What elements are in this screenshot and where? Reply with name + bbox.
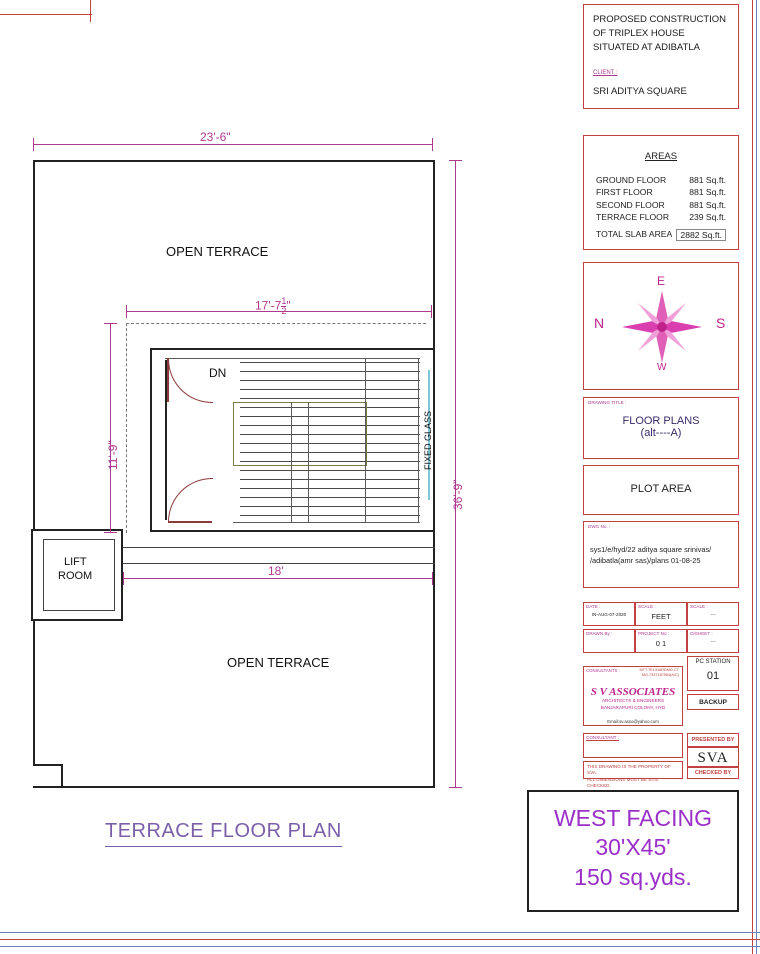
dim-tick-right-bottom bbox=[449, 787, 462, 788]
consultants-panel bbox=[583, 666, 683, 726]
dim-tick-bottom-left bbox=[123, 572, 124, 585]
dim-tick-left-bottom bbox=[104, 532, 117, 533]
sheet-border-bottom-blue-2 bbox=[0, 946, 760, 947]
drawing-title-line-1: FLOOR PLANS bbox=[622, 415, 700, 427]
copyright-warning-panel bbox=[583, 761, 683, 789]
dim-bottom-inner: 18' bbox=[268, 564, 284, 578]
cell-project-no bbox=[635, 629, 687, 653]
stair-bottom-edge bbox=[233, 522, 420, 523]
slab-edge-top bbox=[123, 547, 435, 548]
dim-inner-width-value: 17'-7 bbox=[255, 298, 282, 313]
stair-stringer-2 bbox=[308, 402, 309, 522]
dwg-no-label: DWG No. : bbox=[588, 524, 611, 529]
backup-label: BACKUP bbox=[699, 699, 727, 706]
wall-outer-right bbox=[433, 160, 435, 788]
area-row bbox=[596, 186, 726, 198]
wall-lift-bottom bbox=[31, 619, 123, 621]
area-name: GROUND FLOOR bbox=[596, 175, 667, 185]
consultants-firm-sub-2: BANJARAPURI COLONY, HYD bbox=[600, 704, 666, 710]
title-header-panel bbox=[583, 4, 739, 109]
drawing-title-line-2: (alt----A) bbox=[640, 427, 682, 439]
dim-inner-frac-den: 2 bbox=[281, 306, 287, 316]
header-line-3: SITUATED AT ADIBATLA bbox=[593, 41, 700, 53]
compass-east-label: S bbox=[716, 315, 726, 331]
cell-scale-2-value: --- bbox=[710, 612, 716, 617]
cell-scale-2-label: SCALE : bbox=[690, 604, 708, 609]
area-name: FIRST FLOOR bbox=[596, 187, 653, 198]
west-facing-line-2: 30'X45' bbox=[595, 834, 671, 861]
client-name: SRI ADITYA SQUARE bbox=[593, 86, 687, 98]
cell-project-no-label: PROJECT No : bbox=[638, 631, 670, 636]
wall-bottom-step-h bbox=[33, 764, 63, 766]
area-value: 881 Sq.ft. bbox=[689, 175, 726, 185]
west-facing-line-3: 150 sq.yds. bbox=[574, 863, 692, 890]
consultants-firm-sub-1: ARCHITECTS & ENGINEERS bbox=[601, 698, 665, 703]
compass-panel bbox=[583, 262, 739, 390]
sva-mark: SVA bbox=[697, 750, 729, 766]
wall-outer-left-lower bbox=[33, 621, 35, 766]
checked-by-cell bbox=[687, 767, 739, 779]
dim-inner-width bbox=[255, 297, 291, 316]
pc-station-value: 01 bbox=[706, 670, 720, 682]
total-slab-row bbox=[596, 229, 726, 241]
presented-by-cell bbox=[687, 733, 739, 747]
header-line-2: OF TRIPLEX HOUSE bbox=[593, 27, 685, 39]
consultants-email: Email:sv.asso@yahoo.com bbox=[607, 718, 659, 724]
cell-date-value: IN-AUG-07-2020 bbox=[591, 612, 627, 617]
dim-line-right-height bbox=[455, 160, 456, 788]
wall-lift-left bbox=[31, 529, 33, 621]
checked-by-label: CHECKED BY bbox=[694, 770, 732, 776]
dim-right-height: 36'-9" bbox=[451, 479, 465, 510]
stair-wall-right-inner bbox=[418, 358, 419, 522]
dim-line-bottom-inner bbox=[123, 578, 433, 579]
dim-tick-left-top bbox=[104, 323, 117, 324]
sheet-border-bottom-blue-1 bbox=[0, 932, 760, 933]
dim-line-left-height bbox=[110, 323, 111, 533]
dashed-boundary-left bbox=[126, 323, 127, 533]
dwg-path-line-1: sys1/e/hyd/22 aditya square srinivas/ bbox=[590, 545, 712, 554]
cell-scale-2 bbox=[687, 602, 739, 626]
area-value: 881 Sq.ft. bbox=[689, 199, 726, 210]
cell-date-label: DATE : bbox=[586, 604, 601, 609]
header-line-1: PROPOSED CONSTRUCTION bbox=[593, 14, 727, 25]
wall-core-left bbox=[150, 348, 152, 532]
compass-south-label: W bbox=[657, 362, 667, 373]
dn-label: DN bbox=[209, 366, 227, 380]
sheet-border-right-red bbox=[752, 0, 753, 954]
wall-outer-left-upper bbox=[33, 160, 35, 530]
dim-tick-bottom-right bbox=[432, 572, 433, 585]
consultant-panel bbox=[583, 733, 683, 758]
dim-tick-inner-left bbox=[126, 305, 127, 318]
cell-sheet-label: O/SHEET : bbox=[690, 631, 713, 636]
wall-lift-top bbox=[43, 529, 123, 531]
cell-drawn-by bbox=[583, 629, 635, 653]
cell-date bbox=[583, 602, 635, 626]
plot-area-text: PLOT AREA bbox=[630, 483, 692, 495]
dim-top-width: 23'-6" bbox=[200, 130, 231, 144]
plot-area-panel bbox=[583, 465, 739, 515]
door-swing-bottom bbox=[168, 478, 213, 523]
wall-bottom-step-v bbox=[61, 764, 63, 788]
dim-inner-frac-num: 1 bbox=[281, 296, 287, 306]
dim-tick-inner-right bbox=[431, 305, 432, 318]
area-name: TERRACE FLOOR bbox=[596, 212, 670, 223]
consultants-contact-2: MO.7337187554(A/C) bbox=[641, 672, 679, 677]
sheet-border-bottom-red bbox=[0, 939, 760, 940]
area-value: 881 Sq.ft. bbox=[689, 187, 726, 198]
presented-by-label: PRESENTED BY bbox=[691, 737, 735, 743]
cell-scale-feet bbox=[635, 602, 687, 626]
consultants-firm-name: S V ASSOCIATES bbox=[590, 686, 676, 698]
plan-title: TERRACE FLOOR PLAN bbox=[105, 820, 342, 847]
cell-project-no-value: 0 1 bbox=[655, 639, 667, 648]
pc-station-cell bbox=[687, 656, 739, 691]
dwg-no-panel bbox=[583, 521, 739, 588]
dim-inner-width-unit: " bbox=[286, 298, 291, 313]
consultants-contact-1: MTT.TEL/HARDMO CT bbox=[639, 668, 679, 672]
dim-tick-top-left bbox=[33, 138, 34, 151]
consultants-label: CONSULTANTS : bbox=[586, 668, 620, 673]
areas-title: AREAS bbox=[644, 151, 678, 162]
area-row bbox=[596, 174, 726, 186]
areas-panel bbox=[583, 135, 739, 250]
wall-core-bottom bbox=[150, 530, 435, 532]
open-terrace-bottom-label: OPEN TERRACE bbox=[227, 655, 330, 670]
cell-scale-feet-label: SCALE : bbox=[638, 604, 656, 609]
wall-bottom-main bbox=[61, 786, 435, 788]
open-terrace-top-label: OPEN TERRACE bbox=[166, 244, 269, 259]
dim-tick-top-right bbox=[432, 138, 433, 151]
sheet-border-right-blue bbox=[756, 0, 757, 954]
consultant-label: CONSULTANT : bbox=[586, 735, 619, 740]
stair-landing bbox=[233, 402, 367, 466]
wall-core-top bbox=[150, 348, 435, 350]
dwg-path-line-2: /adibatla(amr sas)/plans 01-08-25 bbox=[590, 556, 701, 566]
compass-west-label: N bbox=[594, 315, 605, 331]
compass-rose-icon bbox=[584, 263, 740, 391]
backup-cell bbox=[687, 694, 739, 710]
dashed-boundary-top bbox=[126, 323, 426, 324]
pc-station-label: PC STATION bbox=[695, 659, 731, 665]
dim-left-height: 11'-9" bbox=[106, 440, 120, 470]
west-facing-panel bbox=[527, 790, 739, 912]
door-leaf-top bbox=[167, 358, 169, 402]
total-slab-label: TOTAL SLAB AREA bbox=[596, 228, 673, 239]
door-swing-top bbox=[168, 358, 213, 403]
cell-drawn-by-label: DRAWN By : bbox=[586, 631, 613, 636]
lift-room-label-2: ROOM bbox=[58, 570, 93, 582]
area-row bbox=[596, 199, 726, 211]
compass-north-top-label: E bbox=[657, 274, 666, 288]
drawing-title-panel bbox=[583, 397, 739, 459]
area-value: 239 Sq.ft. bbox=[689, 212, 726, 223]
wall-outer-top bbox=[33, 160, 435, 162]
cell-scale-feet-value: FEET bbox=[651, 612, 671, 621]
stair-stringer-1 bbox=[291, 402, 292, 522]
dim-line-top bbox=[33, 144, 433, 145]
stair-stringer-3 bbox=[365, 358, 366, 522]
dim-tick-right-top bbox=[449, 160, 462, 161]
lift-room-label-1: LIFT bbox=[64, 556, 87, 568]
client-label: CLIENT : bbox=[593, 70, 618, 77]
door-leaf-bottom bbox=[168, 521, 212, 523]
warning-line-2: ALL DIMENSIONS MUST BE SITE CHECKED. bbox=[587, 776, 659, 789]
fixed-glass-label: FIXED GLASS bbox=[423, 410, 433, 470]
warning-line-1: THIS DRAWING IS THE PROPERTY OF SVA. bbox=[587, 764, 671, 776]
cell-sheet-value: --- bbox=[710, 639, 716, 644]
sva-logo-cell bbox=[687, 747, 739, 767]
area-name: SECOND FLOOR bbox=[596, 199, 665, 210]
area-row bbox=[596, 211, 726, 223]
total-slab-value: 2882 Sq.ft. bbox=[676, 229, 726, 241]
wall-lift-top-stub bbox=[33, 529, 43, 531]
west-facing-line-1: WEST FACING bbox=[553, 805, 713, 831]
drawing-title-label: DRAWING TITLE : bbox=[588, 400, 627, 405]
cell-sheet bbox=[687, 629, 739, 653]
